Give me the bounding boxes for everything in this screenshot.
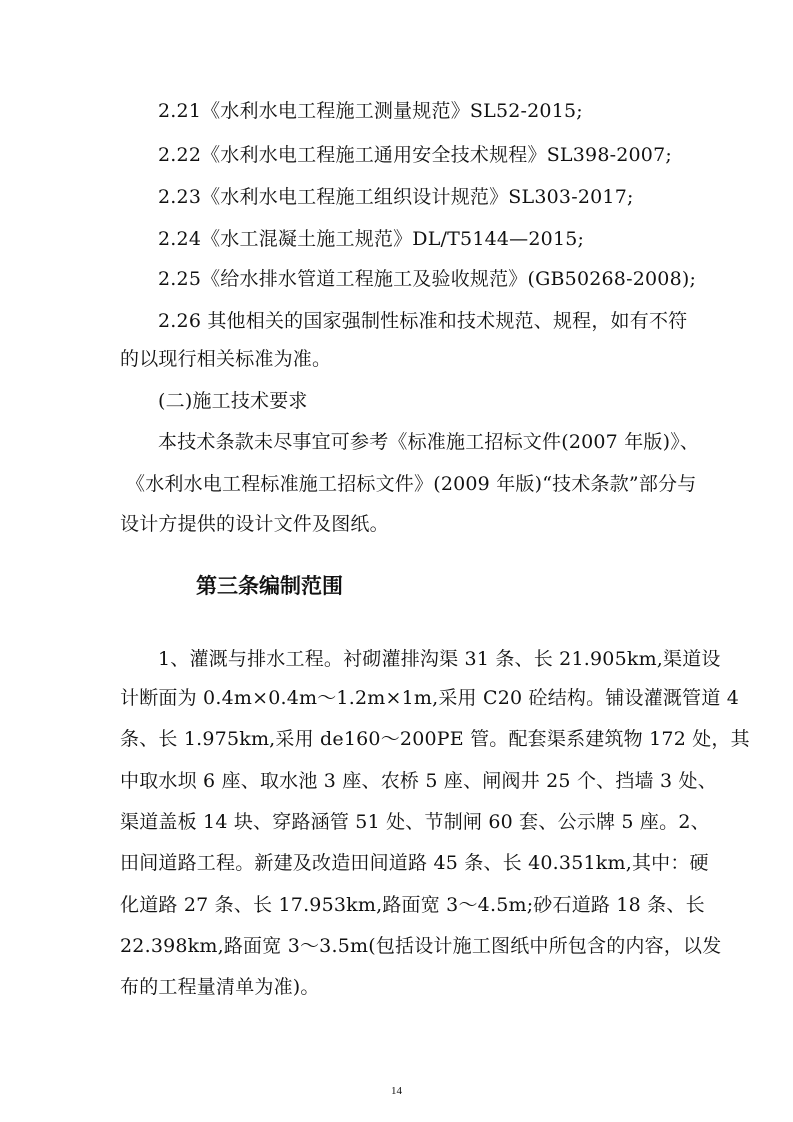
text-line: (二)施工技术要求 <box>158 390 308 412</box>
section-heading: 第三条编制范围 <box>196 574 343 598</box>
text-line: 2.25《给水排水管道工程施工及验收规范》(GB50268-2008); <box>158 268 697 290</box>
body-line: 布的工程量清单为准)。 <box>120 976 320 998</box>
body-line: 中取水坝 6 座、取水池 3 座、农桥 5 座、闸阀井 25 个、挡墙 3 处、 <box>120 770 717 792</box>
text-line: 本技术条款未尽事宜可参考《标准施工招标文件(2007 年版)》、 <box>158 431 700 453</box>
text-line: 2.24《水工混凝土施工规范》DL/T5144—2015; <box>158 228 585 250</box>
text-line: 2.23《水利水电工程施工组织设计规范》SL303-2017; <box>158 186 634 208</box>
body-line: 1、灌溉与排水工程。衬砌灌排沟渠 31 条、长 21.905km,渠道设 <box>158 648 721 670</box>
text-line: 2.22《水利水电工程施工通用安全技术规程》SL398-2007; <box>158 144 672 166</box>
text-line: 《水利水电工程标准施工招标文件》(2009 年版)“技术条款”部分与 <box>126 473 697 495</box>
body-line: 田间道路工程。新建及改造田间道路 45 条、长 40.351km,其中：硬 <box>120 852 709 874</box>
page-number: 14 <box>391 1085 402 1097</box>
text-line: 2.21《水利水电工程施工测量规范》SL52-2015; <box>158 100 583 122</box>
text-line: 设计方提供的设计文件及图纸。 <box>120 513 389 535</box>
body-line: 条、长 1.975km,采用 de160～200PE 管。配套渠系建筑物 172 处，其 <box>120 728 750 750</box>
body-line: 22.398km,路面宽 3～3.5m(包括设计施工图纸中所包含的内容，以发 <box>120 935 722 957</box>
body-line: 化道路 27 条、长 17.953km,路面宽 3～4.5m;砂石道路 18 条、长 <box>120 894 705 916</box>
body-line: 计断面为 0.4m×0.4m～1.2m×1m,采用 C20 砼结构。铺设灌溉管道 4 <box>120 687 740 709</box>
body-line: 渠道盖板 14 块、穿路涵管 51 处、节制闸 60 套、公示牌 5 座。2、 <box>120 811 710 833</box>
text-line: 的以现行相关标准为准。 <box>120 348 332 370</box>
text-line: 2.26 其他相关的国家强制性标准和技术规范、规程，如有不符 <box>158 310 688 332</box>
